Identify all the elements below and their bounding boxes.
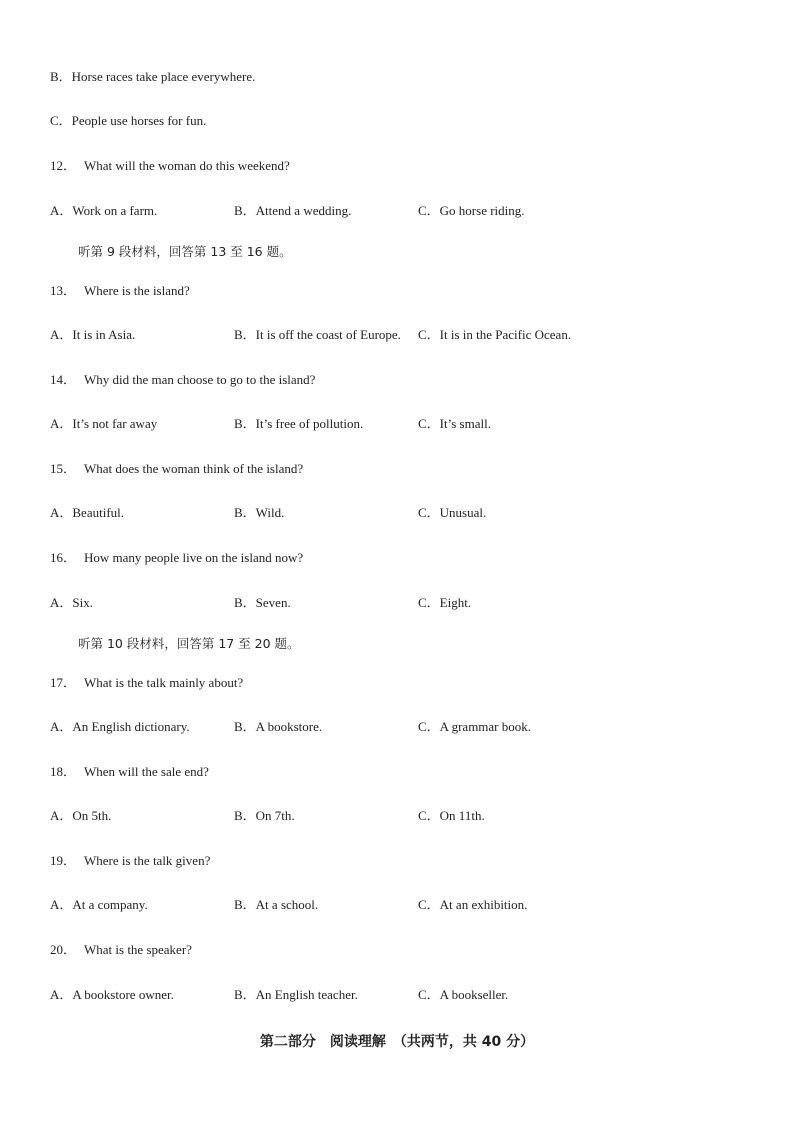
option-c-q19: C．At an exhibition. xyxy=(418,897,528,912)
question-16 xyxy=(50,549,303,567)
option-b-q20: B．An English teacher. xyxy=(234,987,358,1002)
question-text: What does the woman think of the island? xyxy=(84,461,304,476)
question-20 xyxy=(50,941,192,959)
question-number: 13． xyxy=(50,283,77,298)
question-15 xyxy=(50,460,303,478)
option-a-q18: A．On 5th. xyxy=(50,808,112,823)
question-14 xyxy=(50,371,315,389)
option-a-q16: A．Six. xyxy=(50,595,93,610)
option-a-q19: A．At a company. xyxy=(50,897,148,912)
question-12 xyxy=(50,157,290,175)
option-a-q12: A．Work on a farm. xyxy=(50,203,158,218)
option-c-q17: C．A grammar book. xyxy=(418,719,532,734)
option-c-q14: C．It’s small. xyxy=(418,416,491,431)
question-text: Why did the man choose to go to the island? xyxy=(84,372,316,387)
option-b-q13: B．It is off the coast of Europe. xyxy=(234,327,401,342)
question-text: What will the woman do this weekend? xyxy=(84,158,290,173)
listening-instruction-9: 听第 9 段材料，回答第 13 至 16 题。 xyxy=(78,244,292,259)
option-a-q14: A．It’s not far away xyxy=(50,416,158,431)
option-b-q12: B．Attend a wedding. xyxy=(234,203,352,218)
option-c-q18: C．On 11th. xyxy=(418,808,485,823)
question-text: How many people live on the island now? xyxy=(84,550,304,565)
question-text: Where is the island? xyxy=(84,283,190,298)
question-13 xyxy=(50,282,190,300)
question-number: 20． xyxy=(50,942,77,957)
option-a-q17: A．An English dictionary. xyxy=(50,719,190,734)
option-a-q13: A．It is in Asia. xyxy=(50,327,136,342)
listening-instruction-10: 听第 10 段材料，回答第 17 至 20 题。 xyxy=(78,636,300,651)
option-b-q18: B．On 7th. xyxy=(234,808,295,823)
question-number: 16． xyxy=(50,550,77,565)
option-b-q17: B．A bookstore. xyxy=(234,719,323,734)
question-18 xyxy=(50,763,209,781)
question-number: 15． xyxy=(50,461,77,476)
question-17 xyxy=(50,674,243,692)
question-19 xyxy=(50,852,210,870)
question-number: 17． xyxy=(50,675,77,690)
question-text: When will the sale end? xyxy=(84,764,209,779)
question-number: 12． xyxy=(50,158,77,173)
question-text: What is the speaker? xyxy=(84,942,192,957)
option-c-q15: C．Unusual. xyxy=(418,505,487,520)
question-text: Where is the talk given? xyxy=(84,853,211,868)
option-c-q13: C．It is in the Pacific Ocean. xyxy=(418,327,572,342)
option-c-q20: C．A bookseller. xyxy=(418,987,509,1002)
section-title: 第二部分 阅读理解 （共两节，共 40 分） xyxy=(259,1034,535,1050)
option-c-q12: C．Go horse riding. xyxy=(418,203,525,218)
question-number: 14． xyxy=(50,372,77,387)
option-b-q14: B．It’s free of pollution. xyxy=(234,416,364,431)
question-number: 19． xyxy=(50,853,77,868)
option-a-q20: A．A bookstore owner. xyxy=(50,987,174,1002)
option-b-q15: B．Wild. xyxy=(234,505,285,520)
option-c-q16: C．Eight. xyxy=(418,595,472,610)
question-number: 18． xyxy=(50,764,77,779)
option-b-q19: B．At a school. xyxy=(234,897,319,912)
option-b-q11: B．Horse races take place everywhere. xyxy=(50,69,256,84)
option-b-q16: B．Seven. xyxy=(234,595,291,610)
question-text: What is the talk mainly about? xyxy=(84,675,244,690)
option-a-q15: A．Beautiful. xyxy=(50,505,125,520)
option-c-q11: C．People use horses for fun. xyxy=(50,113,207,128)
